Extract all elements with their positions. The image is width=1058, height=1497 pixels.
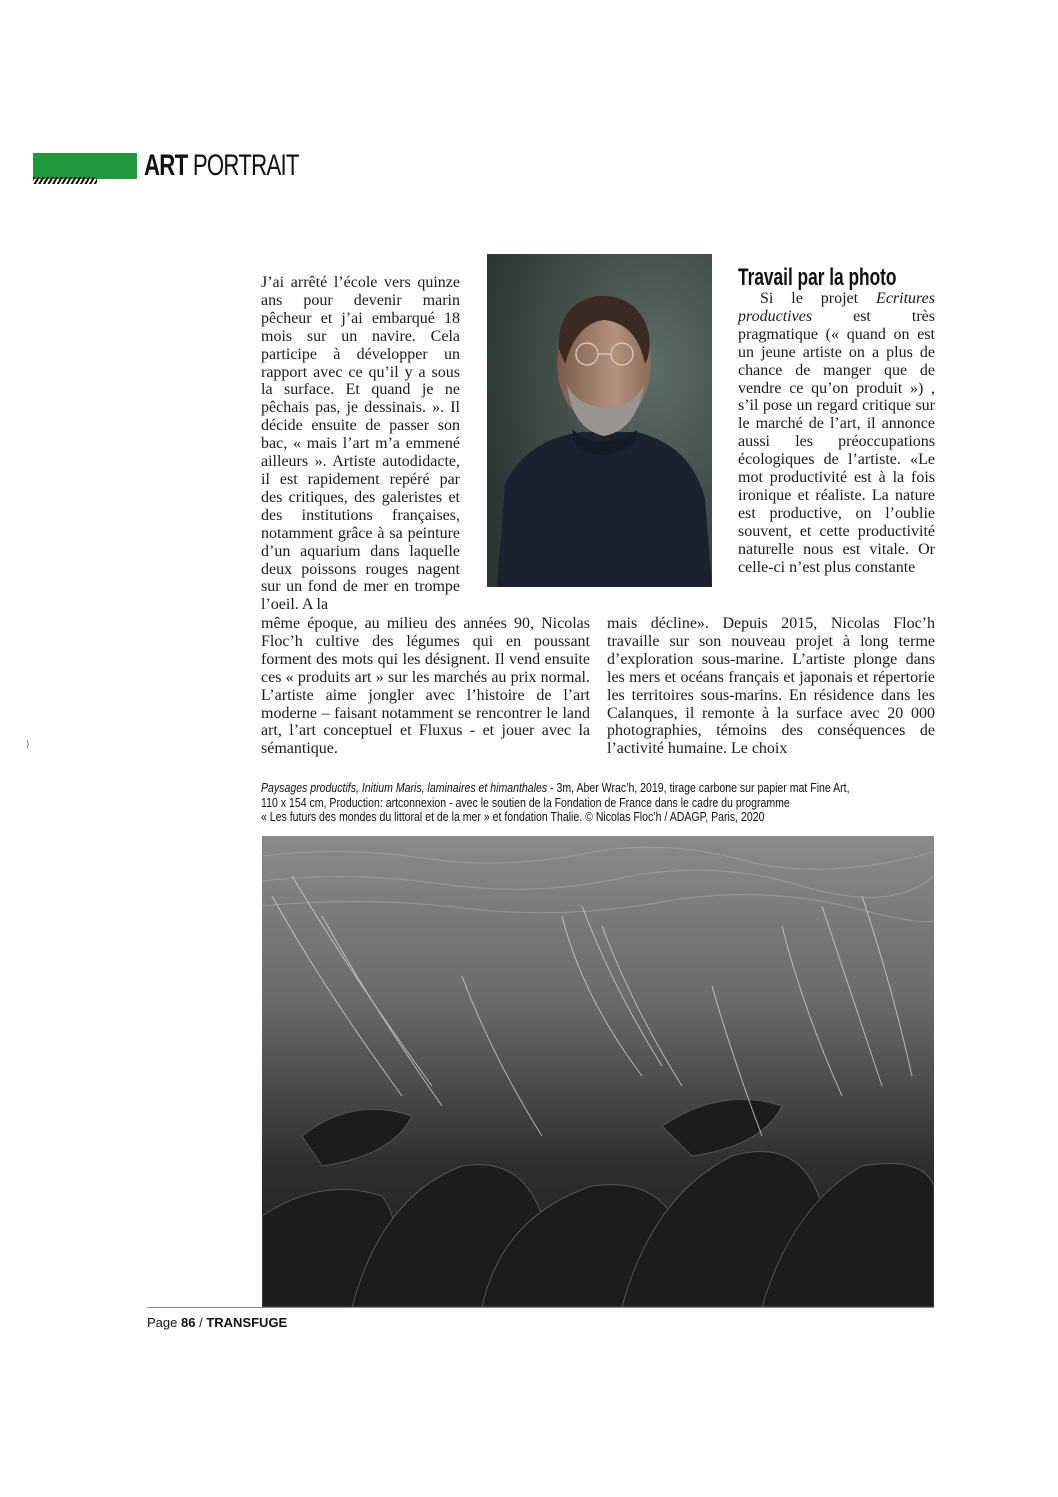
- photo-caption: [261, 781, 951, 825]
- section-title-light: PORTRAIT: [192, 149, 299, 182]
- article-column-right: [738, 290, 935, 577]
- artist-portrait-photo: [487, 254, 712, 587]
- caption-line-2: 110 x 154 cm, Production: artconnexion - avec le soutien de la Fondation de France dans le cadre du programme: [261, 794, 790, 810]
- page-footer: [147, 1315, 287, 1331]
- section-title-bold: ART: [144, 149, 188, 182]
- column-right-text-rest: est très pragmatique (« quand on est un jeune artiste on a plus de chance de manger que de vendre ce qu’on produit ») , s’il pose un regard critique sur le marché de l’art, il annonce aussi les préoccupations écologiques de l’artiste. «Le mot productivité est à la fois ironique et réaliste. La nature est productive, on l’oublie souvent, et cette productivité naturelle nous est vitale. Or celle-ci n’est plus constante: [738, 307, 935, 576]
- footer-page-number: 86: [181, 1315, 196, 1330]
- section-accent-bar: [33, 153, 137, 179]
- section-title: [144, 148, 299, 184]
- footer-magazine-name: TRANSFUGE: [206, 1315, 288, 1330]
- caption-line-1: [261, 781, 951, 796]
- project-title: Ecritures productives: [738, 290, 935, 325]
- footer-rule: [147, 1307, 934, 1308]
- column-right-text-start: Si le projet: [760, 290, 877, 307]
- article-column-bottom-left: même époque, au milieu des années 90, Nicolas Floc’h cultive des légumes qui en poussant forment des mots qui les désignent. Il vend ensuite ces « produits art » sur les marchés au prix normal. L’artiste aime jongler avec l’histoire de l’art moderne – faisant notamment se rencontrer le land art, l’art conceptuel et Fluxus - et jouer avec la sémantique.: [261, 615, 590, 758]
- underwater-seaweed-photo: [262, 836, 934, 1307]
- caption-title: Paysages productifs, Initium Maris, laminaires et himanthales: [261, 780, 548, 795]
- article-column-bottom-right: mais décline». Depuis 2015, Nicolas Floc’h travaille sur son nouveau projet à long terme d’exploration sous-marine. L’artiste plonge dans les mers et océans français et japonais et répertorie les territoires sous-marins. En résidence dans les Calanques, il remonte à la surface avec 20 000 photographies, témoins des conséquences de l’activité humaine. Le choix: [607, 615, 935, 758]
- caption-line-1-rest: - 3m, Aber Wrac’h, 2019, tirage carbone sur papier mat Fine Art,: [547, 780, 850, 795]
- margin-mark: ⟩: [26, 740, 30, 750]
- section-hatch-decoration: [33, 177, 97, 184]
- article-subheading: Travail par la photo: [738, 264, 897, 291]
- footer-separator: /: [199, 1315, 203, 1330]
- article-column-left: J’ai arrêté l’école vers quinze ans pour devenir marin pêcheur et j’ai embarqué 18 mois sur un navire. Cela participe à développer un rapport avec ce qu’il y a sous la surface. Et quand je ne pêchais pas, je dessinais. ». Il décide ensuite de passer son bac, « mais l’art m’a emmené ailleurs ». Artiste autodidacte, il est rapidement repéré par des critiques, des galeristes et des institutions françaises, notamment grâce à sa peinture d’un aquarium dans laquelle deux poissons rouges nagent sur un fond de mer en trompe l’oeil. A la: [261, 274, 460, 614]
- footer-page-label: Page: [147, 1315, 178, 1330]
- caption-line-3: « Les futurs des mondes du littoral et de la mer » et fondation Thalie. © Nicolas Floc’h / ADAGP, Paris, 2020: [261, 809, 765, 824]
